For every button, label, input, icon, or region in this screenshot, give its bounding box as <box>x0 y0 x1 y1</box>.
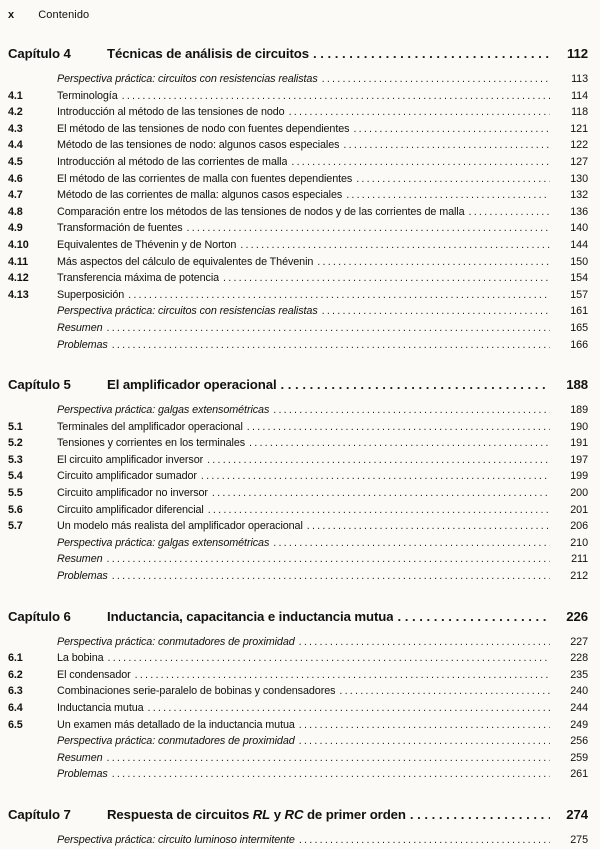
entry-title: Resumen <box>57 553 103 566</box>
entry-title: Circuito amplificador diferencial <box>57 503 204 516</box>
toc-entry <box>8 337 588 354</box>
toc-entry <box>8 452 588 469</box>
entry-title: La bobina <box>57 652 104 665</box>
entry-page-number: 113 <box>571 73 588 85</box>
toc-entry <box>8 254 588 271</box>
entry-title: El método de las tensiones de nodo con fuentes dependientes <box>57 122 350 135</box>
entry-title: Perspectiva práctica: galgas extensométricas <box>57 404 270 417</box>
entry-title: Comparación entre los métodos de las tensiones de nodos y de las corrientes de malla <box>57 205 465 218</box>
toc-entry <box>8 667 588 684</box>
entry-title: Más aspectos del cálculo de equivalentes de Thévenin <box>57 255 314 268</box>
entry-page-number: 191 <box>570 437 588 450</box>
dot-leader <box>122 88 550 105</box>
entry-page-number: 259 <box>570 751 588 764</box>
toc-entry <box>8 237 588 254</box>
dot-leader <box>207 452 550 469</box>
entry-number: 5.2 <box>8 437 23 450</box>
chapter-heading <box>8 377 588 393</box>
dot-leader <box>112 568 550 585</box>
page-header <box>8 9 588 22</box>
entry-page-number: 197 <box>570 453 588 466</box>
toc-entry <box>8 204 588 221</box>
entry-title: Equivalentes de Thévenin y de Norton <box>57 238 237 251</box>
entry-title: Transferencia máxima de potencia <box>57 272 220 285</box>
toc-entry <box>8 88 588 105</box>
entry-page-number: 206 <box>570 520 588 533</box>
entry-title: Perspectiva práctica: circuitos con resistencias realistas <box>57 73 318 85</box>
entry-number: 4.4 <box>8 139 23 152</box>
toc-entry <box>8 320 588 337</box>
dot-leader <box>469 204 550 221</box>
dot-leader <box>212 485 550 502</box>
dot-leader <box>135 667 550 684</box>
entry-page-number: 144 <box>570 238 588 251</box>
entry-number: 6.1 <box>8 652 23 665</box>
entry-title: Transformación de fuentes <box>57 222 183 235</box>
toc-entry <box>8 220 588 237</box>
entry-title: Perspectiva práctica: circuito luminoso intermitente <box>57 833 295 846</box>
chapter-title <box>107 46 309 62</box>
entry-page-number: 118 <box>571 106 588 119</box>
entry-number: 4.12 <box>8 272 29 285</box>
dot-leader <box>240 237 550 254</box>
entry-page-number: 150 <box>570 255 588 268</box>
dot-leader <box>107 750 550 767</box>
entry-title: El condensador <box>57 668 131 681</box>
chapter-title-segment: El amplificador operacional <box>107 377 277 393</box>
toc-entry <box>8 187 588 204</box>
toc-entry <box>8 750 588 767</box>
entry-number: 6.4 <box>8 702 23 714</box>
entry-title: Problemas <box>57 338 108 351</box>
entry-title: Perspectiva práctica: conmutadores de proximidad <box>57 635 295 648</box>
chapter-label: Capítulo 6 <box>8 608 71 624</box>
entry-number: 5.6 <box>8 503 23 516</box>
toc-entry <box>8 435 588 452</box>
entry-number: 5.5 <box>8 487 23 500</box>
dot-leader <box>249 435 550 452</box>
folio-page-number: x <box>8 9 15 21</box>
chapter-heading <box>8 609 588 625</box>
dot-leader <box>148 700 550 717</box>
entry-page-number: 201 <box>570 503 588 516</box>
toc-entry <box>8 502 588 519</box>
entry-title: El circuito amplificador inversor <box>57 453 204 466</box>
toc-list <box>8 46 588 849</box>
dot-leader <box>107 551 550 568</box>
entry-title: Perspectiva práctica: circuitos con resistencias realistas <box>57 305 318 318</box>
chapter-title-segment: Inductancia, capacitancia e inductancia mutua <box>107 608 394 624</box>
entry-page-number: 166 <box>570 338 588 351</box>
entry-title: Método de las corrientes de malla: algunos casos especiales <box>57 189 343 202</box>
chapter-title-segment: Técnicas de análisis de circuitos <box>107 46 309 61</box>
chapter-title <box>107 807 406 823</box>
chapter-title-segment: Respuesta de circuitos <box>107 806 253 822</box>
toc-entry <box>8 303 588 320</box>
chapter-page-number: 188 <box>566 377 588 393</box>
toc-entry <box>8 287 588 304</box>
dot-leader <box>128 287 550 304</box>
dot-leader <box>353 121 550 138</box>
entry-page-number: 140 <box>570 222 588 235</box>
entry-number: 4.6 <box>8 172 23 185</box>
entry-page-number: 157 <box>570 288 588 301</box>
entry-page-number: 154 <box>570 272 588 285</box>
dot-leader <box>322 303 550 320</box>
entry-page-number: 244 <box>570 702 588 714</box>
toc-entry <box>8 551 588 568</box>
entry-page-number: 114 <box>571 89 588 102</box>
entry-page-number: 240 <box>570 685 588 698</box>
running-header: Contenido <box>38 9 90 21</box>
chapter-title-segment: de primer orden <box>303 806 406 822</box>
entry-number: 6.2 <box>8 668 23 681</box>
dot-leader <box>273 402 550 419</box>
dot-leader <box>299 634 550 651</box>
toc-entry <box>8 717 588 734</box>
entry-title: Superposición <box>57 288 125 301</box>
entry-page-number: 200 <box>570 487 588 500</box>
entry-title: Circuito amplificador no inversor <box>57 487 208 500</box>
dot-leader <box>281 377 550 393</box>
entry-number: 4.8 <box>8 205 23 218</box>
entry-number: 5.4 <box>8 470 23 483</box>
entry-title: Resumen <box>57 321 103 334</box>
entry-number: 4.3 <box>8 122 23 135</box>
toc-entry <box>8 700 588 717</box>
dot-leader <box>201 468 550 485</box>
toc-entry <box>8 121 588 138</box>
toc-entry <box>8 535 588 552</box>
entry-number: 4.1 <box>8 89 23 102</box>
entry-page-number: 136 <box>570 205 588 218</box>
chapter-label: Capítulo 5 <box>8 377 71 393</box>
toc-entry <box>8 568 588 585</box>
entry-number: 5.7 <box>8 520 23 533</box>
dot-leader <box>346 187 550 204</box>
dot-leader <box>322 71 550 88</box>
toc-entry <box>8 468 588 485</box>
entry-page-number: 210 <box>570 536 588 549</box>
dot-leader <box>299 832 550 849</box>
toc-entry <box>8 650 588 667</box>
entry-page-number: 228 <box>570 652 588 665</box>
entry-title: Combinaciones serie-paralelo de bobinas y condensadores <box>57 685 336 698</box>
dot-leader <box>289 104 550 121</box>
entry-title: Circuito amplificador sumador <box>57 470 197 483</box>
toc-entry <box>8 104 588 121</box>
toc-entry <box>8 832 588 849</box>
entry-number: 5.3 <box>8 453 23 466</box>
entry-title: Problemas <box>57 768 108 781</box>
entry-title: Terminales del amplificador operacional <box>57 420 243 433</box>
chapter-title-segment: y <box>270 806 285 822</box>
toc-entry <box>8 518 588 535</box>
dot-leader <box>317 254 550 271</box>
dot-leader <box>291 154 550 171</box>
entry-title: Un examen más detallado de la inductancia mutua <box>57 718 295 731</box>
entry-number: 4.10 <box>8 238 29 251</box>
chapter-label: Capítulo 7 <box>8 806 71 822</box>
entry-number: 4.5 <box>8 155 23 168</box>
dot-leader <box>313 46 550 62</box>
dot-leader <box>343 137 550 154</box>
entry-title: Inductancia mutua <box>57 702 144 714</box>
entry-page-number: 212 <box>570 570 588 583</box>
dot-leader <box>299 717 550 734</box>
dot-leader <box>208 502 550 519</box>
dot-leader <box>397 609 550 625</box>
entry-page-number: 132 <box>570 189 588 202</box>
entry-number: 4.7 <box>8 189 23 202</box>
entry-title: Introducción al método de las corrientes de malla <box>57 155 288 168</box>
dot-leader <box>307 518 550 535</box>
entry-title: Terminología <box>57 89 118 102</box>
entry-page-number: 165 <box>570 321 588 334</box>
entry-page-number: 122 <box>570 139 588 152</box>
entry-page-number: 127 <box>570 155 588 168</box>
entry-page-number: 249 <box>570 718 588 731</box>
chapter-title <box>107 609 393 625</box>
entry-title: Un modelo más realista del amplificador operacional <box>57 520 303 533</box>
chapter-page-number: 112 <box>567 46 588 61</box>
entry-title: Perspectiva práctica: galgas extensométricas <box>57 536 270 549</box>
dot-leader <box>112 337 550 354</box>
entry-title: Tensiones y corrientes en los terminales <box>57 437 246 450</box>
dot-leader <box>107 320 550 337</box>
toc-entry <box>8 485 588 502</box>
entry-page-number: 227 <box>570 635 588 648</box>
entry-number: 4.9 <box>8 222 23 235</box>
toc-entry <box>8 766 588 783</box>
entry-title: El método de las corrientes de malla con fuentes dependientes <box>57 172 353 185</box>
entry-page-number: 121 <box>570 122 588 135</box>
entry-title: Método de las tensiones de nodo: algunos casos especiales <box>57 139 340 152</box>
entry-page-number: 275 <box>570 833 588 846</box>
dot-leader <box>112 766 550 783</box>
dot-leader <box>339 683 550 700</box>
chapter-page-number: 226 <box>566 608 588 624</box>
chapter-title-segment: RL <box>252 806 271 822</box>
entry-title: Problemas <box>57 570 108 583</box>
toc-entry <box>8 154 588 171</box>
dot-leader <box>299 733 550 750</box>
toc-entry <box>8 419 588 436</box>
entry-page-number: 211 <box>571 553 588 566</box>
entry-number: 4.2 <box>8 106 23 119</box>
entry-title: Resumen <box>57 751 103 764</box>
entry-page-number: 256 <box>570 735 588 748</box>
entry-title: Introducción al método de las tensiones de nodo <box>57 106 285 119</box>
entry-page-number: 235 <box>570 668 588 681</box>
entry-page-number: 161 <box>570 305 588 318</box>
toc-entry <box>8 270 588 287</box>
chapter-label: Capítulo 4 <box>8 46 71 61</box>
toc-entry <box>8 683 588 700</box>
dot-leader <box>356 171 550 188</box>
entry-number: 4.11 <box>8 255 29 268</box>
chapter-title <box>107 377 277 393</box>
chapter-heading <box>8 807 588 823</box>
toc-entry <box>8 733 588 750</box>
dot-leader <box>247 419 550 436</box>
entry-number: 6.5 <box>8 718 23 731</box>
dot-leader <box>187 220 550 237</box>
dot-leader <box>108 650 550 667</box>
entry-page-number: 199 <box>570 470 588 483</box>
chapter-page-number: 274 <box>566 806 588 822</box>
entry-number: 6.3 <box>8 685 23 698</box>
dot-leader <box>410 807 550 823</box>
dot-leader <box>273 535 550 552</box>
toc-entry <box>8 137 588 154</box>
toc-entry <box>8 71 588 88</box>
entry-page-number: 261 <box>570 768 588 781</box>
entry-title: Perspectiva práctica: conmutadores de proximidad <box>57 735 295 748</box>
entry-page-number: 189 <box>570 404 588 417</box>
chapter-heading <box>8 46 588 62</box>
entry-page-number: 130 <box>570 172 588 185</box>
entry-page-number: 190 <box>570 420 588 433</box>
toc-entry <box>8 634 588 651</box>
dot-leader <box>223 270 550 287</box>
toc-entry <box>8 402 588 419</box>
entry-number: 5.1 <box>8 420 23 433</box>
chapter-title-segment: RC <box>284 806 304 822</box>
entry-number: 4.13 <box>8 288 29 301</box>
toc-entry <box>8 171 588 188</box>
